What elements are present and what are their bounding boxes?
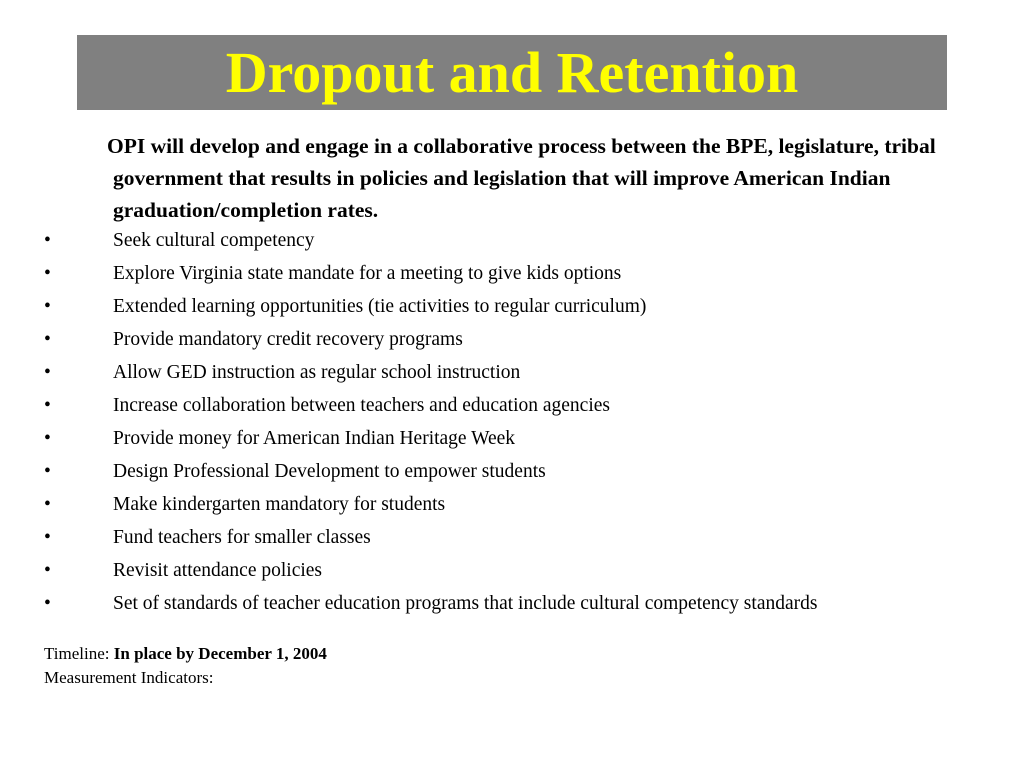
bullet-text: Explore Virginia state mandate for a meeting to give kids options [113,263,622,284]
bullet-text: Increase collaboration between teachers and education agencies [113,395,610,416]
bullet-item [0,389,1024,422]
bullet-marker: • [44,296,51,317]
bullet-marker: • [44,362,51,383]
bullet-item [0,488,1024,521]
bullet-marker: • [44,560,51,581]
bullet-marker: • [44,428,51,449]
bullet-item [0,323,1024,356]
bullet-item [0,554,1024,587]
timeline-value: In place by December 1, 2004 [113,644,327,663]
bullet-text: Seek cultural competency [113,230,315,251]
intro-paragraph: OPI will develop and engage in a collaborative process between the BPE, legislature, tribal government that results in policies and legislation that will improve American Indian graduation/completion rates. [107,134,936,222]
bullet-text: Design Professional Development to empower students [113,461,546,482]
bullet-item [0,290,1024,323]
bullet-marker: • [44,494,51,515]
bullet-text: Allow GED instruction as regular school instruction [113,362,521,383]
bullet-marker: • [44,230,51,251]
bullet-text: Set of standards of teacher education programs that include cultural competency standards [113,593,818,614]
bullet-text: Fund teachers for smaller classes [113,527,371,548]
bullet-marker: • [44,329,51,350]
bullet-list [0,224,1024,620]
bullet-text: Provide mandatory credit recovery programs [113,329,463,350]
bullet-text: Make kindergarten mandatory for students [113,494,446,515]
footer [44,642,327,690]
bullet-marker: • [44,395,51,416]
bullet-item [0,224,1024,257]
timeline-label: Timeline: [44,644,114,663]
bullet-item [0,257,1024,290]
measurement-indicators-label: Measurement Indicators: [44,668,214,687]
bullet-marker: • [44,263,51,284]
bullet-item [0,521,1024,554]
bullet-text: Extended learning opportunities (tie activities to regular curriculum) [113,296,647,317]
bullet-item [0,587,1024,620]
bullet-text: Provide money for American Indian Heritage Week [113,428,516,449]
bullet-marker: • [44,527,51,548]
bullet-item [0,356,1024,389]
bullet-marker: • [44,593,51,614]
bullet-item [0,455,1024,488]
bullet-item [0,422,1024,455]
timeline-line [44,642,327,666]
title-bar [77,35,947,110]
bullet-marker: • [44,461,51,482]
slide-title: Dropout and Retention [225,39,799,105]
bullet-text: Revisit attendance policies [113,560,323,581]
